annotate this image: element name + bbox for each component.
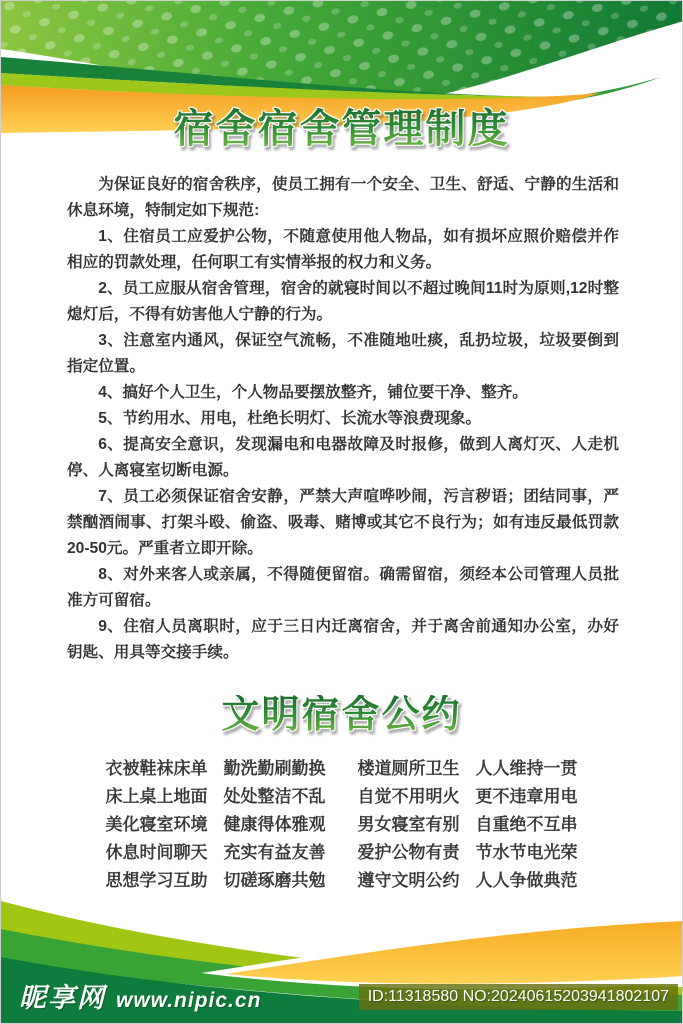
convention-cell: 人人维持一贯 <box>475 759 578 778</box>
rule-item-4: 4、搞好个人卫生，个人物品要摆放整齐，铺位要干净、整齐。 <box>98 384 528 401</box>
convention-cell: 切磋琢磨共勉 <box>223 871 326 890</box>
rule-item-6: 6、提高安全意识，发现漏电和电器故障及时报修，做到人离灯灭、人走机停、人离寝室切断电源。 <box>67 436 619 479</box>
convention-title: 文明宿舍公约 <box>1 695 682 737</box>
nipic-logo: 昵享网 <box>19 983 106 1013</box>
rules-section <box>67 172 619 666</box>
convention-row <box>1 839 682 867</box>
convention-cell: 自重绝不互串 <box>475 815 578 834</box>
convention-cell: 衣被鞋袜床单 <box>105 759 208 778</box>
convention-cell: 健康得体雅观 <box>223 815 326 834</box>
convention-cell: 充实有益友善 <box>223 843 326 862</box>
convention-cell: 节水节电光荣 <box>475 843 578 862</box>
rule-item-7: 7、员工必须保证宿舍安静，严禁大声喧哗吵闹，污言秽语；团结同事，严禁酗酒闹事、打架斗殴、偷盗、吸毒、赌博或其它不良行为；如有违反最低罚款20-50元。严重者立即开除。 <box>67 488 619 557</box>
convention-cell: 男女寝室有别 <box>357 815 460 834</box>
convention-cell: 处处整洁不乱 <box>223 787 326 806</box>
rule-item-9: 9、住宿人员离职时，应于三日内迁离宿舍，并于离舍前通知办公室，办好钥匙、用具等交接手续。 <box>67 618 619 661</box>
site-watermark <box>19 976 261 1015</box>
convention-cell: 爱护公物有责 <box>357 843 460 862</box>
convention-cell: 勤洗勤刷勤换 <box>223 759 326 778</box>
convention-row <box>1 811 682 839</box>
image-id-badge: ID:11318580 NO:20240615203941802107 <box>359 984 678 1010</box>
convention-cell: 床上桌上地面 <box>105 787 208 806</box>
rule-item-5: 5、节约用水、用电，杜绝长明灯、长流水等浪费现象。 <box>98 410 482 427</box>
convention-cell: 遵守文明公约 <box>357 871 460 890</box>
convention-cell: 思想学习互助 <box>105 871 208 890</box>
convention-cell: 楼道厕所卫生 <box>357 759 460 778</box>
convention-cell: 自觉不用明火 <box>357 787 460 806</box>
convention-cell: 更不违章用电 <box>475 787 578 806</box>
intro-paragraph: 为保证良好的宿舍秩序，使员工拥有一个安全、卫生、舒适、宁静的生活和休息环境，特制定如下规范: <box>67 176 619 219</box>
rule-item-3: 3、注意室内通风，保证空气流畅，不准随地吐痰，乱扔垃圾，垃圾要倒到指定位置。 <box>67 332 619 375</box>
convention-cell: 人人争做典范 <box>475 871 578 890</box>
convention-row <box>1 755 682 783</box>
main-title: 宿舍宿舍管理制度 <box>1 107 682 151</box>
convention-row <box>1 783 682 811</box>
convention-cell: 休息时间聊天 <box>105 843 208 862</box>
convention-cell: 美化寝室环境 <box>105 815 208 834</box>
rule-item-8: 8、对外来客人或亲属，不得随便留宿。确需留宿，须经本公司管理人员批准方可留宿。 <box>67 566 619 609</box>
rule-item-1: 1、住宿员工应爱护公物，不随意使用他人物品，如有损坏应照价赔偿并作相应的罚款处理，任何职工有实情举报的权力和义务。 <box>67 228 619 271</box>
rule-item-2: 2、员工应服从宿舍管理，宿舍的就寝时间以不超过晚间11时为原则,12时整熄灯后，不得有妨害他人宁静的行为。 <box>67 280 619 323</box>
site-url: www.nipic.cn <box>116 989 262 1012</box>
